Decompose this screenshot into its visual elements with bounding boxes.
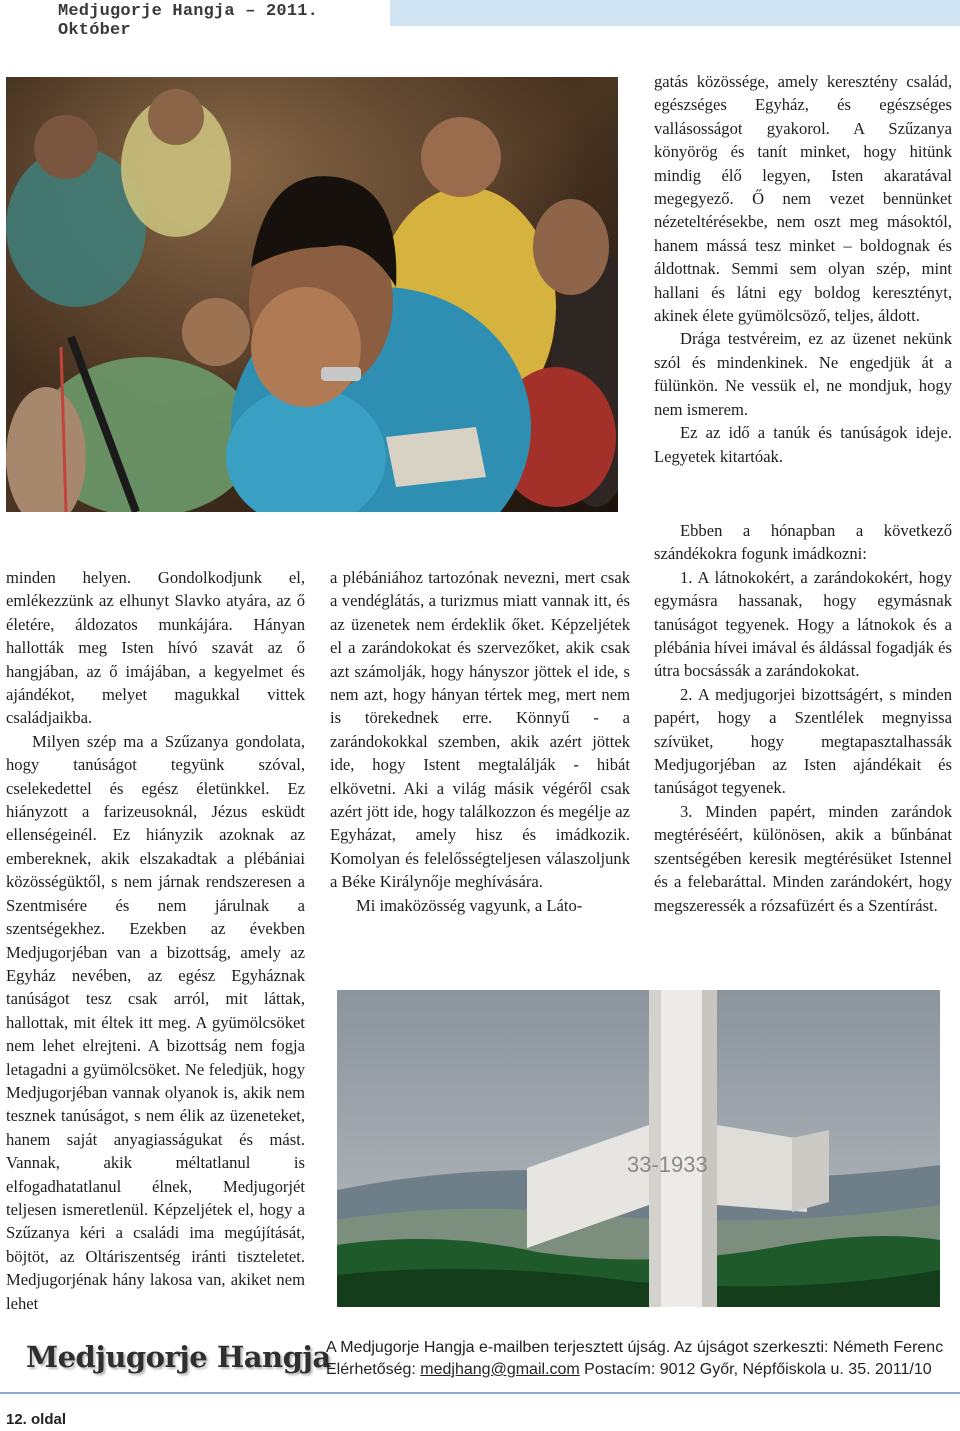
paragraph: Milyen szép ma a Szűzanya gondolata, hogy tanúságot tegyünk szóval, cselekedettel és egész életünkkel. Ez hiányzott a farizeusoknál, Jézus esküdt ellenségeinél. Ez hiányzik azoknak az embereknek, akik elszakadtak a plébániai közösségüktől, s nem járnak rendszeresen a Szentmisére és nem járulnak a szentségekhez. Ezekben az években Medjugorjéban van a bizottság, amely az Egyház nevében, az egész Egyháznak tanúságot tesz csak arról, mit láttak, hallottak, mit éltek itt meg. A gyümölcsöket nem lehet elrejteni. A bizottság nem fogja letagadni a gyümölcsöket. Ne feledjük, hogy Medjugorjéban vannak olyanok is, akik nem tesznek tanúságot, s nem élik az üzeneteket, hanem saját anyagiasságukat és mást. Vannak, akik méltatlanul is elfogadhatatlanul élnek, Medjugorjét teljesen ismeretlenül. Képzeljétek el, hogy a Szűzanya kéri a családi ima megújítását, böjtöt, az Oltáriszentség iránti tiszteletet. Medjugorjénak hány lakosa van, akiket nem lehet <box>6 731 305 1313</box>
white-cross-photo-image <box>337 990 940 1307</box>
paragraph: 2. A medjugorjei bizottságért, s minden papért, hogy a Szentlélek megnyissa szívüket, hogy megtapasztalhassák Medjugorjéban az Isten ajándékait és tanúságot tegyenek. <box>654 684 952 798</box>
paragraph: 3. Minden papért, minden zarándok megtéréséért, különösen, akik a bűnbánat szentségében keresik megtérésüket Istennel és a felebaráttal. Minden zarándokért, hogy megszeressék a rózsafüzért és a Szentírást. <box>654 801 952 915</box>
praying-pilgrims-photo-image <box>6 77 618 512</box>
paragraph: 1. A látnokokért, a zarándokokért, hogy egymásra hassanak, hogy egymásnak tanúságot tegyenek. Hogy a látnokok és a plébánia hívei imával és áldással fogadják és útra bocsássák a zarándokokat. <box>654 567 952 681</box>
middle-column <box>330 566 630 917</box>
footer-address: Postacím: 9012 Győr, Népfőiskola u. 35. 2011/10 <box>584 1361 932 1378</box>
white-cross-photo <box>337 990 940 1307</box>
paragraph: minden helyen. Gondolkodjunk el, emlékezzünk az elhunyt Slavko atyára, az ő életére, áldozatos munkájára. Hányan hallották meg Isten hívó szavát az ő hangjában, az ő imájában, a kegyelmet és ajándékot, melyet magukkal vittek családjaikba. <box>6 568 305 728</box>
footer-editor-line: A Medjugorje Hangja e-mailben terjesztett újság. Az újságot szerkeszti: Németh Ferenc <box>326 1339 944 1356</box>
footer-contact-line <box>326 1359 943 1381</box>
right-column <box>654 519 952 917</box>
left-column <box>6 566 305 1315</box>
cross-inscription: 33-1933 <box>627 1152 708 1177</box>
footer-info <box>326 1337 943 1381</box>
paragraph: Ebben a hónapban a következő szándékokra fogunk imádkozni: <box>654 521 952 564</box>
page-number: 12. oldal <box>6 1411 67 1428</box>
paragraph: Drága testvéreim, ez az üzenet nekünk szól és mindenkinek. Ne engedjük át a fülünkön. Ne vessük el, ne mondjuk, hogy nem ismerem. <box>654 329 952 419</box>
footer-divider <box>0 1392 960 1394</box>
paragraph: Ez az idő a tanúk és tanúságok ideje. Legyetek kitartóak. <box>654 423 952 466</box>
footer-logo: Medjugorje Hangja <box>26 1340 331 1374</box>
footer-contact-label: Elérhetőség: <box>326 1361 416 1378</box>
footer-email-link[interactable]: medjhang@gmail.com <box>420 1361 580 1378</box>
header-title-box <box>0 0 390 40</box>
header-title: Medjugorje Hangja – 2011. Október <box>58 2 319 40</box>
paragraph: gatás közössége, amely keresztény család, egészséges Egyház, és egészséges vallásosságot gyakorol. A Szűzanya könyörög és tanít minket, hogy hitünk mindig élő legyen, Isten akaratával megegyező. Ő nem vezet bennünket nézeteltérésekbe, nem oszt meg másoktól, hanem mássá tesz minket – boldognak és áldottnak. Semmi sem olyan szép, mint hallani és látni egy boldog keresztényt, akinek élete gyümölcsöző, teljes, áldott. <box>654 72 952 326</box>
upper-right-column <box>654 70 952 468</box>
paragraph: a plébániához tartozónak nevezni, mert csak a vendéglátás, a turizmus miatt vannak itt, és az üzenetek nem érdeklik őket. Képzeljétek el a zarándokokat és szervezőket, akik csak azt számolják, hogy hányszor jöttek el ide, s nem azt, hogy hányan tértek meg, mert nem is törekednek erre. Könnyű - a zarándokokkal szemben, akik azért jöttek ide, hogy Istent megtalálják - hibát elkövetni. Aki a világ másik végéről csak azért jött ide, hogy találkozzon és megélje az Egyházat, amely hisz és imádkozik. Komolyan és felelősségteljesen válaszoljunk a Béke Királynője meghívására. <box>330 568 630 892</box>
paragraph: Mi imaközösség vagyunk, a Láto- <box>356 895 583 915</box>
praying-pilgrims-photo <box>6 77 618 512</box>
